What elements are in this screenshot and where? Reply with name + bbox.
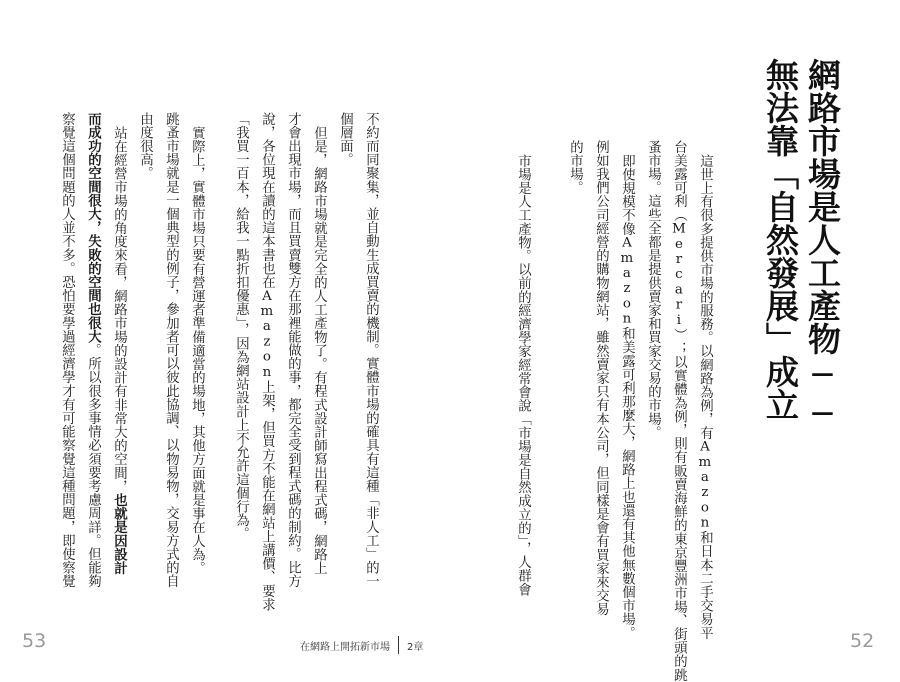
right-page-line-6: 的市場。 (567, 140, 583, 195)
left-page-line-11-text: 。所以很多事情必須要考慮周詳。但能夠 (85, 343, 101, 589)
chapter-label: 2章 (407, 641, 424, 653)
left-page-line-10 (112, 126, 125, 575)
left-page-line-2: 個層面。 (337, 112, 353, 167)
emphasis-text: 也就是因設計 (111, 493, 127, 575)
chapter-heading-line-2: 無法靠「自然發展」成立 (761, 58, 800, 421)
left-page-line-12: 察覺這個問題的人並不多。恐怕要學過經濟學才有可能察覺這種問題，即使察覺 (59, 112, 75, 588)
running-footer (300, 636, 423, 654)
left-page-line-1: 不約而同聚集，並自動生成買賣的機制。實體市場的確具有這種「非人工」的一 (363, 112, 379, 588)
footer-divider (398, 636, 399, 654)
left-page-line-4: 才會出現市場，而且買賣雙方在那裡能做的事，都完全受到程式碼的制約。比方 (285, 112, 301, 588)
right-page-line-2: 台美露可利（Mercari）；以實體為例，則有販賣海鮮的東京豐洲市場、街頭的跳 (671, 140, 687, 682)
chapter-heading-line-1: 網路市場是人工產物── (803, 58, 842, 433)
left-page-line-3: 但是，網路市場就是完全的人工產物了。有程式設計師寫出程式碼，網路上 (311, 126, 327, 575)
running-title: 在網路上開拓新市場 (300, 641, 390, 653)
emphasis-text: 而成功的空間很大，失敗的空間也很大 (85, 112, 101, 344)
left-page-line-7: 實際上，實體市場只要有營運者準備適當的場地，其他方面就是事在人為。 (189, 126, 205, 575)
right-page-line-4: 即使規模不像Amazon和美露可利那麼大，網路上也還有其他無數個市場。 (619, 154, 635, 640)
left-page-number: 53 (22, 630, 47, 652)
left-page-line-11 (86, 112, 99, 588)
right-page-number: 52 (850, 630, 875, 652)
right-page-line-7: 市場是人工產物。以前的經濟學家經常會說「市場是自然成立的」，人群會 (515, 154, 531, 597)
left-page-line-5: 說，各位現在讀的這本書也在Amazon上架，但買方不能在網站上講價、要求 (259, 112, 275, 612)
right-page-line-5: 例如我們公司經營的購物網站，雖然賣家只有本公司，但同樣是會有買家來交易 (593, 140, 609, 616)
left-page-line-9: 由度很高。 (137, 112, 153, 180)
left-page-line-6: 「我買一百本，給我一點折扣優惠」，因為網站設計上不允許這個行為。 (233, 112, 249, 541)
right-page-line-1: 這世上有很多提供市場的服務。以網路為例，有Amazon和日本二手交易平 (697, 154, 713, 640)
left-page-line-10-text: 站在經營市場的角度來看，網路市場的設計有非常大的空間， (111, 126, 127, 494)
right-page-line-3: 蚤市場。這些全都是提供賣家和買家交易的市場。 (645, 140, 661, 440)
left-page-line-8: 跳蚤市場就是一個典型的例子，參加者可以彼此協調、以物易物，交易方式的自 (163, 112, 179, 588)
